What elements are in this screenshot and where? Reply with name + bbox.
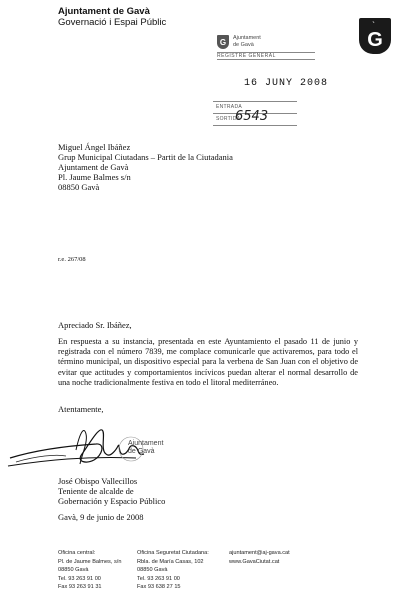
recipient-line: Pl. Jaume Balmes s/n: [58, 172, 131, 182]
municipal-logo: ` G: [359, 18, 391, 54]
signer-block: [58, 476, 165, 507]
letter-body: En respuesta a su instancia, presentada en este Ayuntamiento el pasado 11 de junio y registrada con el número 7839, me complace comunicarle que activaremos, para todo el término municipal, un dispositivo especial para la verbena de San Juan con el objetivo de evitar que actitudes y comportamientos incívicos puedan alterar el normal desarrollo de una noche tradicionalmente festiva en todo el litoral mediterráneo.: [58, 337, 358, 387]
signature-stamp: [128, 440, 163, 456]
registry-date: 16 JUNY 2008: [244, 78, 329, 89]
stamp-logo-icon: G: [217, 35, 229, 49]
footer-email: ajuntament@aj-gava.cat: [229, 550, 290, 556]
salutation: Apreciado Sr. Ibáñez,: [58, 320, 132, 330]
recipient-address: [58, 142, 233, 192]
footer-line: 08850 Gavà: [137, 567, 168, 573]
footer-contact: [229, 549, 290, 566]
footer-website: www.GavaCiutat.cat: [229, 558, 280, 565]
exit-label: SORTIDA: [216, 116, 241, 122]
signature-stamp-line: de Gavà: [128, 448, 155, 455]
entry-label: ENTRADA: [216, 104, 242, 110]
recipient-line: Ajuntament de Gavà: [58, 162, 129, 172]
reference-number: r.e. 267/08: [58, 256, 86, 263]
signer-title: Teniente de alcalde de: [58, 486, 134, 497]
recipient-line: Grup Municipal Ciutadans – Partit de la Ciutadania: [58, 152, 233, 162]
organization-name: Ajuntament de Gavà: [58, 6, 150, 17]
footer-line: Fax 93 263 91 31: [58, 584, 102, 590]
footer-line: Tel. 93 263 91 00: [58, 575, 101, 582]
footer-central-office: [58, 549, 121, 592]
stamp-org-line2: de Gavà: [233, 41, 254, 48]
closing: Atentamente,: [58, 404, 104, 414]
footer-line: 08850 Gavà: [58, 567, 89, 573]
footer-line: Tel. 93 263 91 00: [137, 575, 180, 582]
logo-letter: G: [367, 29, 383, 51]
footer-line: Oficina central:: [58, 550, 96, 556]
place-and-date: Gavà, 9 de junio de 2008: [58, 512, 144, 522]
department-name: Governació i Espai Públic: [58, 17, 167, 28]
exit-number: 6543: [235, 109, 269, 124]
footer-line: Oficina Seguretat Ciutadana:: [137, 550, 209, 556]
signature-stamp-line: Ajuntament: [128, 440, 164, 447]
footer-security-office: [137, 549, 209, 592]
stamp-org-line1: Ajuntament: [233, 35, 261, 41]
recipient-line: Miguel Ángel Ibáñez: [58, 142, 131, 152]
signer-name: José Obispo Vallecillos: [58, 476, 138, 486]
registry-table: [213, 101, 297, 126]
recipient-line: 08850 Gavà: [58, 182, 100, 192]
footer-line: Pl. de Jaume Balmes, s/n: [58, 558, 122, 565]
signer-title: Gobernación y Espacio Público: [58, 496, 166, 507]
stamp-registry-label: REGISTRE GENERAL: [217, 52, 315, 60]
footer-line: Fax 93 638 27 15: [137, 584, 181, 590]
footer-line: Rbla. de María Casas, 102: [137, 558, 204, 565]
handwritten-signature: [6, 420, 206, 475]
